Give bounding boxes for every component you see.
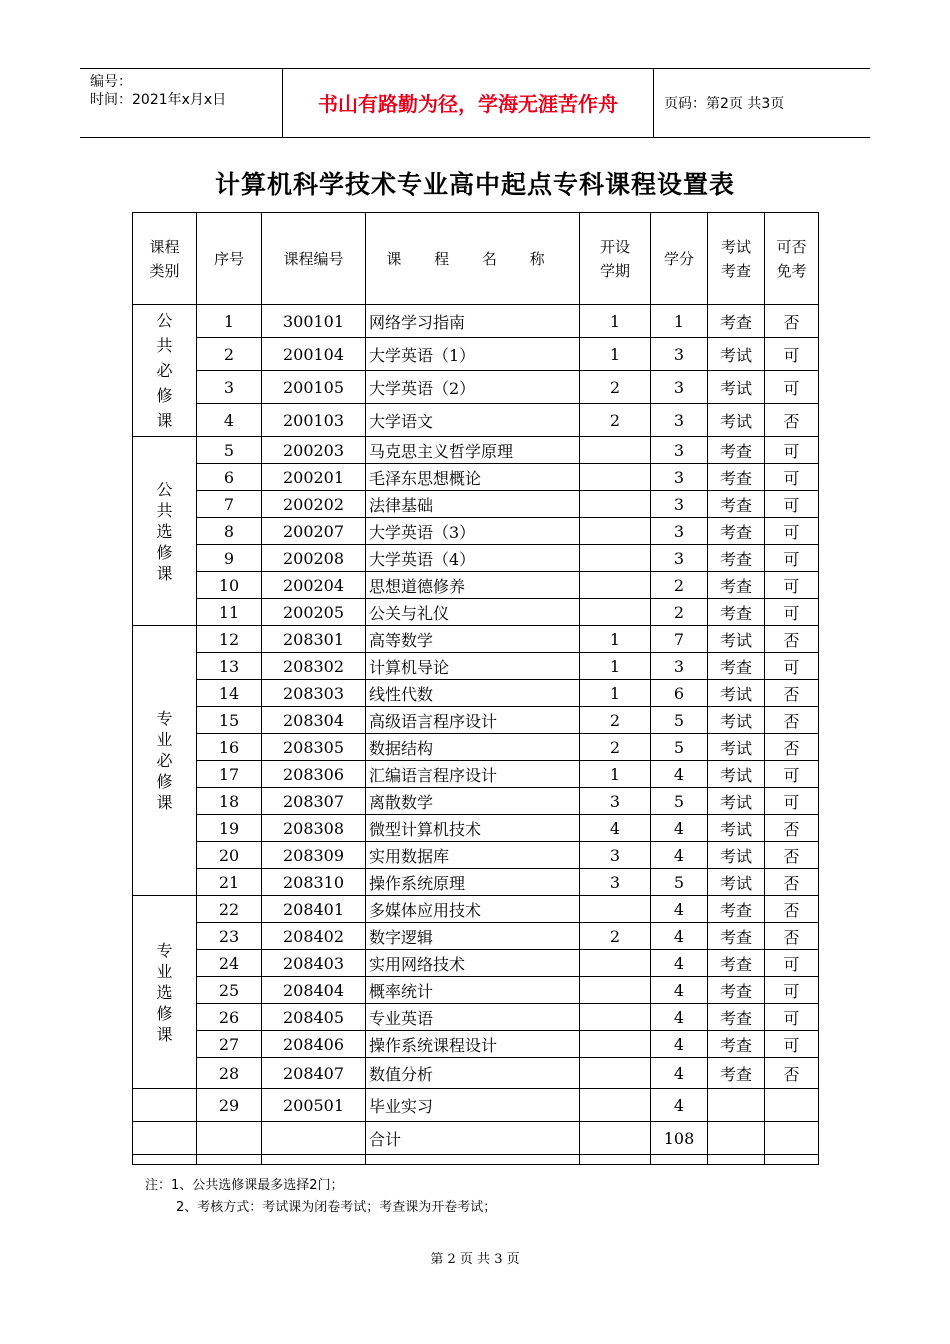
cell-credit: 4 [651, 977, 708, 1004]
cell-exam: 考查 [708, 950, 765, 977]
cell-seq: 22 [197, 896, 262, 923]
empty-cell [197, 1122, 262, 1155]
cell-exam: 考查 [708, 1031, 765, 1058]
cell-credit: 3 [651, 491, 708, 518]
number-label: 编号： [90, 74, 132, 90]
cell-code: 200203 [262, 437, 366, 464]
cell-name: 大学语文 [366, 404, 580, 437]
table-row [133, 404, 819, 437]
cell-seq: 4 [197, 404, 262, 437]
cell-credit: 5 [651, 788, 708, 815]
category-label: 公共必修课 [156, 311, 173, 430]
cell-seq: 8 [197, 518, 262, 545]
note-2: 2、考核方式：考试课为闭卷考试；考查课为开卷考试； [176, 1200, 497, 1215]
cell-code: 200205 [262, 599, 366, 626]
total-credit: 108 [651, 1122, 708, 1155]
cell-credit: 4 [651, 761, 708, 788]
cell-name: 数字逻辑 [366, 923, 580, 950]
cell-name: 操作系统课程设计 [366, 1031, 580, 1058]
cell-credit: 5 [651, 869, 708, 896]
cell-seq: 10 [197, 572, 262, 599]
cell-exempt: 可 [765, 371, 819, 404]
cell-exempt: 否 [765, 305, 819, 338]
cell-exam: 考试 [708, 680, 765, 707]
cell-credit: 4 [651, 842, 708, 869]
cell-credit: 3 [651, 338, 708, 371]
cell-term [580, 572, 651, 599]
cell-exempt [765, 1089, 819, 1122]
cell-name: 大学英语（2） [366, 371, 580, 404]
empty-cell [262, 1122, 366, 1155]
cell-exempt: 否 [765, 404, 819, 437]
cell-exempt: 否 [765, 869, 819, 896]
cell-seq: 12 [197, 626, 262, 653]
cell-exempt: 可 [765, 491, 819, 518]
table-row [133, 572, 819, 599]
cell-credit: 5 [651, 707, 708, 734]
cell-credit: 3 [651, 518, 708, 545]
cell-seq: 25 [197, 977, 262, 1004]
cell-seq: 16 [197, 734, 262, 761]
empty-cell [133, 1122, 197, 1155]
cell-code: 208307 [262, 788, 366, 815]
cell-term [580, 977, 651, 1004]
cell-term: 1 [580, 680, 651, 707]
cell-term [580, 437, 651, 464]
cell-credit: 1 [651, 305, 708, 338]
cell-code: 208310 [262, 869, 366, 896]
cell-seq: 13 [197, 653, 262, 680]
empty-cell [708, 1155, 765, 1165]
table-row [133, 626, 819, 653]
cell-credit: 3 [651, 545, 708, 572]
header-name: 课 程 名 称 [366, 213, 580, 305]
cell-term [580, 518, 651, 545]
cell-credit: 6 [651, 680, 708, 707]
table-row [133, 1004, 819, 1031]
cell-exam: 考试 [708, 734, 765, 761]
cell-exempt: 可 [765, 761, 819, 788]
cell-exam: 考查 [708, 545, 765, 572]
table-row [133, 371, 819, 404]
cell-code: 300101 [262, 305, 366, 338]
table-row [133, 491, 819, 518]
cell-exam: 考查 [708, 896, 765, 923]
empty-cell [765, 1155, 819, 1165]
category-cell [133, 437, 197, 626]
cell-name: 线性代数 [366, 680, 580, 707]
cell-name: 思想道德修养 [366, 572, 580, 599]
empty-cell [366, 1155, 580, 1165]
cell-code: 208304 [262, 707, 366, 734]
empty-cell [133, 1155, 197, 1165]
category-cell [133, 1089, 197, 1122]
cell-seq: 11 [197, 599, 262, 626]
cell-term [580, 491, 651, 518]
cell-name: 马克思主义哲学原理 [366, 437, 580, 464]
cell-term [580, 464, 651, 491]
cell-exam: 考试 [708, 338, 765, 371]
cell-exempt: 可 [765, 1004, 819, 1031]
document-header [80, 68, 870, 138]
cell-exempt: 否 [765, 842, 819, 869]
cell-term [580, 1089, 651, 1122]
cell-code: 208402 [262, 923, 366, 950]
cell-name: 毕业实习 [366, 1089, 580, 1122]
cell-term [580, 1031, 651, 1058]
course-table [132, 212, 819, 1165]
table-row [133, 1058, 819, 1089]
table-row [133, 680, 819, 707]
header-motto-cell [282, 69, 654, 137]
cell-seq: 21 [197, 869, 262, 896]
category-label: 专业必修课 [156, 709, 173, 812]
cell-code: 208407 [262, 1058, 366, 1089]
date-line: 时间：2021年x月x日 [90, 92, 227, 108]
cell-term: 3 [580, 842, 651, 869]
cell-code: 208406 [262, 1031, 366, 1058]
cell-term [580, 1058, 651, 1089]
cell-exempt: 可 [765, 572, 819, 599]
table-row [133, 842, 819, 869]
cell-exam: 考试 [708, 404, 765, 437]
cell-term: 4 [580, 815, 651, 842]
cell-exempt: 可 [765, 653, 819, 680]
cell-exempt: 可 [765, 950, 819, 977]
cell-name: 高级语言程序设计 [366, 707, 580, 734]
cell-name: 公关与礼仪 [366, 599, 580, 626]
cell-exempt: 否 [765, 734, 819, 761]
table-row [133, 977, 819, 1004]
cell-code: 208302 [262, 653, 366, 680]
header-exam: 考试考查 [708, 213, 765, 305]
cell-exempt: 可 [765, 437, 819, 464]
cell-code: 200105 [262, 371, 366, 404]
cell-code: 208405 [262, 1004, 366, 1031]
category-label: 专业选修课 [156, 940, 173, 1044]
cell-name: 实用数据库 [366, 842, 580, 869]
empty-cell [708, 1122, 765, 1155]
cell-seq: 23 [197, 923, 262, 950]
cell-exam: 考查 [708, 653, 765, 680]
cell-name: 多媒体应用技术 [366, 896, 580, 923]
table-body [133, 305, 819, 1165]
table-row [133, 734, 819, 761]
cell-name: 概率统计 [366, 977, 580, 1004]
cell-exempt: 否 [765, 1058, 819, 1089]
cell-seq: 6 [197, 464, 262, 491]
cell-term [580, 599, 651, 626]
cell-name: 高等数学 [366, 626, 580, 653]
cell-code: 200501 [262, 1089, 366, 1122]
cell-name: 专业英语 [366, 1004, 580, 1031]
empty-cell [262, 1155, 366, 1165]
cell-seq: 29 [197, 1089, 262, 1122]
cell-exempt: 可 [765, 338, 819, 371]
cell-exam: 考查 [708, 1058, 765, 1089]
header-page-cell [654, 69, 870, 137]
cell-name: 大学英语（3） [366, 518, 580, 545]
motto-text: 书山有路勤为径，学海无涯苦作舟 [318, 92, 618, 116]
cell-name: 离散数学 [366, 788, 580, 815]
cell-exam: 考查 [708, 1004, 765, 1031]
cell-credit: 4 [651, 815, 708, 842]
cell-name: 网络学习指南 [366, 305, 580, 338]
category-cell [133, 626, 197, 896]
cell-code: 200104 [262, 338, 366, 371]
cell-name: 毛泽东思想概论 [366, 464, 580, 491]
cell-code: 200204 [262, 572, 366, 599]
header-term: 开设学期 [580, 213, 651, 305]
cell-code: 200207 [262, 518, 366, 545]
table-row [133, 338, 819, 371]
cell-term [580, 1004, 651, 1031]
cell-exempt: 可 [765, 1031, 819, 1058]
cell-code: 208403 [262, 950, 366, 977]
cell-credit: 3 [651, 437, 708, 464]
cell-code: 200201 [262, 464, 366, 491]
cell-seq: 24 [197, 950, 262, 977]
cell-credit: 7 [651, 626, 708, 653]
header-exempt: 可否免考 [765, 213, 819, 305]
cell-exempt: 否 [765, 680, 819, 707]
cell-name: 汇编语言程序设计 [366, 761, 580, 788]
cell-exam: 考查 [708, 464, 765, 491]
cell-exempt: 否 [765, 815, 819, 842]
cell-exempt: 否 [765, 923, 819, 950]
cell-code: 200202 [262, 491, 366, 518]
cell-exam: 考试 [708, 788, 765, 815]
cell-seq: 5 [197, 437, 262, 464]
cell-term [580, 545, 651, 572]
table-row [133, 896, 819, 923]
category-cell [133, 896, 197, 1089]
cell-credit: 4 [651, 1089, 708, 1122]
page-title: 计算机科学技术专业高中起点专科课程设置表 [214, 170, 735, 199]
cell-name: 大学英语（1） [366, 338, 580, 371]
empty-cell [765, 1122, 819, 1155]
empty-cell [580, 1155, 651, 1165]
cell-exam: 考查 [708, 437, 765, 464]
cell-code: 200208 [262, 545, 366, 572]
cell-credit: 3 [651, 404, 708, 437]
header-seq: 序号 [197, 213, 262, 305]
cell-credit: 4 [651, 923, 708, 950]
cell-seq: 1 [197, 305, 262, 338]
empty-cell [580, 1122, 651, 1155]
table-row [133, 869, 819, 896]
cell-exam: 考试 [708, 371, 765, 404]
cell-seq: 19 [197, 815, 262, 842]
cell-term: 1 [580, 626, 651, 653]
table-row [133, 545, 819, 572]
cell-exam: 考试 [708, 626, 765, 653]
cell-exempt: 可 [765, 464, 819, 491]
cell-exam: 考试 [708, 707, 765, 734]
cell-code: 208301 [262, 626, 366, 653]
cell-exam: 考查 [708, 977, 765, 1004]
cell-exam: 考查 [708, 572, 765, 599]
cell-exam: 考查 [708, 491, 765, 518]
cell-exempt: 可 [765, 977, 819, 1004]
cell-term: 2 [580, 923, 651, 950]
cell-name: 操作系统原理 [366, 869, 580, 896]
cell-seq: 2 [197, 338, 262, 371]
total-label: 合计 [366, 1122, 580, 1155]
cell-exam [708, 1089, 765, 1122]
cell-exam: 考查 [708, 923, 765, 950]
cell-seq: 7 [197, 491, 262, 518]
cell-credit: 4 [651, 1031, 708, 1058]
cell-term: 2 [580, 734, 651, 761]
cell-name: 实用网络技术 [366, 950, 580, 977]
header-credit: 学分 [651, 213, 708, 305]
cell-credit: 4 [651, 1004, 708, 1031]
cell-exempt: 可 [765, 788, 819, 815]
cell-seq: 20 [197, 842, 262, 869]
header-code: 课程编号 [262, 213, 366, 305]
cell-seq: 26 [197, 1004, 262, 1031]
cell-term: 1 [580, 653, 651, 680]
cell-seq: 9 [197, 545, 262, 572]
table-row [133, 815, 819, 842]
cell-seq: 15 [197, 707, 262, 734]
header-meta-cell [80, 69, 282, 137]
cell-credit: 3 [651, 371, 708, 404]
total-row [133, 1122, 819, 1155]
table-row [133, 950, 819, 977]
cell-code: 208305 [262, 734, 366, 761]
cell-seq: 28 [197, 1058, 262, 1089]
category-label: 公共选修课 [156, 479, 173, 583]
cell-term: 3 [580, 869, 651, 896]
cell-exam: 考查 [708, 599, 765, 626]
page-footer: 第 2 页 共 3 页 [430, 1252, 520, 1267]
cell-name: 大学英语（4） [366, 545, 580, 572]
cell-seq: 27 [197, 1031, 262, 1058]
cell-seq: 3 [197, 371, 262, 404]
cell-seq: 18 [197, 788, 262, 815]
cell-exempt: 否 [765, 707, 819, 734]
cell-name: 计算机导论 [366, 653, 580, 680]
category-cell [133, 305, 197, 437]
cell-exam: 考试 [708, 815, 765, 842]
table-row [133, 761, 819, 788]
cell-name: 数值分析 [366, 1058, 580, 1089]
cell-exempt: 可 [765, 545, 819, 572]
cell-term [580, 896, 651, 923]
cell-credit: 3 [651, 653, 708, 680]
empty-cell [197, 1155, 262, 1165]
cell-exam: 考查 [708, 305, 765, 338]
cell-credit: 4 [651, 896, 708, 923]
cell-exempt: 可 [765, 599, 819, 626]
cell-code: 208404 [262, 977, 366, 1004]
table-row [133, 1031, 819, 1058]
cell-exam: 考试 [708, 869, 765, 896]
table-header-row [133, 213, 819, 305]
cell-term: 1 [580, 305, 651, 338]
cell-seq: 17 [197, 761, 262, 788]
cell-term: 1 [580, 761, 651, 788]
table-row [133, 437, 819, 464]
cell-credit: 2 [651, 599, 708, 626]
cell-exam: 考试 [708, 761, 765, 788]
table-row [133, 599, 819, 626]
cell-term: 2 [580, 371, 651, 404]
cell-credit: 5 [651, 734, 708, 761]
cell-exam: 考查 [708, 518, 765, 545]
cell-credit: 4 [651, 1058, 708, 1089]
cell-credit: 3 [651, 464, 708, 491]
cell-term: 2 [580, 404, 651, 437]
cell-term: 3 [580, 788, 651, 815]
note-1: 注：1、公共选修课最多选择2门； [145, 1178, 344, 1193]
cell-code: 208309 [262, 842, 366, 869]
cell-name: 微型计算机技术 [366, 815, 580, 842]
cell-term [580, 950, 651, 977]
table-row [133, 464, 819, 491]
table-row [133, 653, 819, 680]
cell-code: 208308 [262, 815, 366, 842]
cell-seq: 14 [197, 680, 262, 707]
cell-term: 1 [580, 338, 651, 371]
cell-exempt: 否 [765, 626, 819, 653]
cell-exam: 考试 [708, 842, 765, 869]
cell-exempt: 可 [765, 518, 819, 545]
table-row [133, 518, 819, 545]
empty-cell [651, 1155, 708, 1165]
cell-credit: 2 [651, 572, 708, 599]
table-row [133, 305, 819, 338]
table-row [133, 707, 819, 734]
cell-code: 208303 [262, 680, 366, 707]
page-info: 页码：第2页 共3页 [664, 96, 785, 112]
cell-code: 200103 [262, 404, 366, 437]
table-row [133, 1089, 819, 1122]
cell-exempt: 否 [765, 896, 819, 923]
cell-term: 2 [580, 707, 651, 734]
table-spacer-row [133, 1155, 819, 1165]
cell-credit: 4 [651, 950, 708, 977]
cell-code: 208306 [262, 761, 366, 788]
header-category: 课程类别 [133, 213, 197, 305]
cell-name: 数据结构 [366, 734, 580, 761]
cell-code: 208401 [262, 896, 366, 923]
cell-name: 法律基础 [366, 491, 580, 518]
table-row [133, 923, 819, 950]
table-row [133, 788, 819, 815]
